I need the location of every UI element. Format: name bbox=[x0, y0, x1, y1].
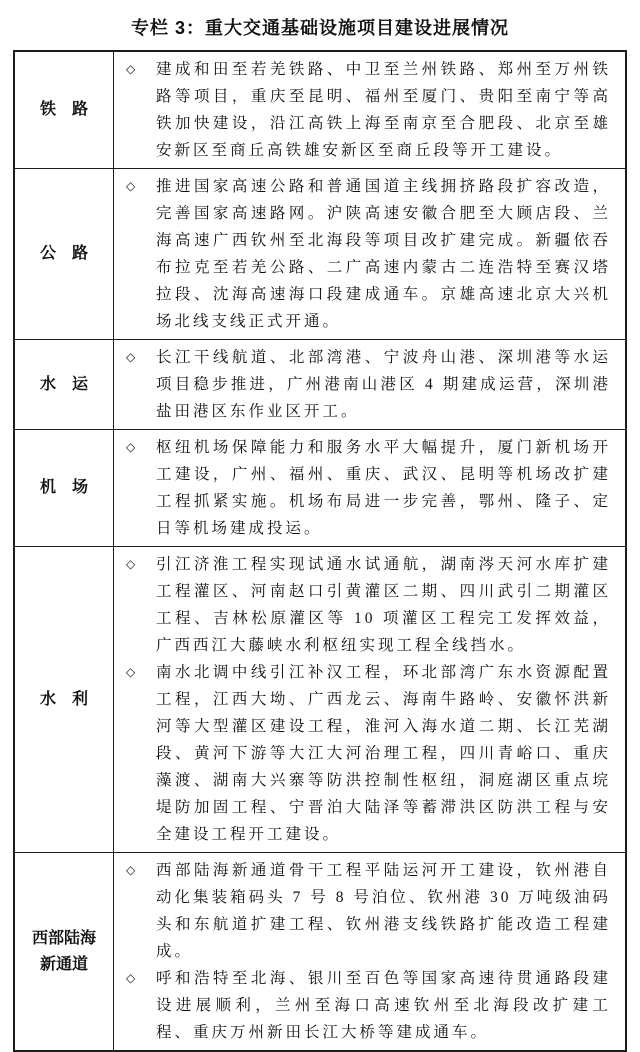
bullet-item bbox=[126, 344, 611, 425]
table-row-airport bbox=[15, 429, 625, 546]
bullet-item bbox=[126, 173, 611, 335]
table-row-west-land-sea-corridor bbox=[15, 852, 625, 1050]
row-label-railway bbox=[15, 52, 114, 168]
row-content-airport bbox=[114, 430, 625, 546]
row-content-water-transport bbox=[114, 340, 625, 429]
row-label-text: 公 路 bbox=[39, 245, 88, 262]
diamond-bullet-icon: ◇ bbox=[126, 62, 136, 76]
bullet-text: 呼和浩特至北海、银川至百色等国家高速待贯通路段建设进展顺利，兰州至海口高速钦州至北海段改扩建工程、重庆万州新田长江大桥等建成通车。 bbox=[156, 970, 611, 1041]
row-label-west-land-sea-corridor bbox=[15, 853, 114, 1050]
diamond-bullet-icon: ◇ bbox=[126, 179, 136, 193]
bullet-text: 引江济淮工程实现试通水试通航，湖南涔天河水库扩建工程灌区、河南赵口引黄灌区二期、四川武引二期灌区工程、吉林松原灌区等 10 项灌区工程完工发挥效益，广西西江大藤峡水利枢纽实现工程全线挡水。 bbox=[156, 556, 611, 654]
row-label-water-transport bbox=[15, 340, 114, 429]
bullet-item bbox=[126, 434, 611, 542]
table-row-railway bbox=[15, 52, 625, 168]
row-content-water-conservancy bbox=[114, 547, 625, 852]
bullet-text: 枢纽机场保障能力和服务水平大幅提升，厦门新机场开工建设，广州、福州、重庆、武汉、昆明等机场改扩建工程抓紧实施。机场布局进一步完善，鄂州、隆子、定日等机场建成投运。 bbox=[156, 439, 611, 537]
row-label-highway bbox=[15, 169, 114, 339]
table-row-water-transport bbox=[15, 339, 625, 429]
diamond-bullet-icon: ◇ bbox=[126, 665, 136, 679]
bullet-text: 南水北调中线引江补汉工程，环北部湾广东水资源配置工程，江西大坳、广西龙云、海南牛路岭、安徽怀洪新河等大型灌区建设工程，淮河入海水道二期、长江芜湖段、黄河下游等大江大河治理工程，四川青峪口、重庆藻渡、湖南大兴寨等防洪控制性枢纽，洞庭湖区重点垸堤防加固工程、宁晋泊大陆泽等蓄滞洪区防洪工程与安全建设工程开工建设。 bbox=[156, 664, 611, 843]
diamond-bullet-icon: ◇ bbox=[126, 971, 136, 985]
row-content-railway bbox=[114, 52, 625, 168]
bullet-item bbox=[126, 965, 611, 1046]
diamond-bullet-icon: ◇ bbox=[126, 350, 136, 364]
bullet-item bbox=[126, 551, 611, 659]
row-label-text: 水 运 bbox=[39, 375, 88, 393]
row-label-airport bbox=[15, 430, 114, 546]
row-label-text: 西部陆海新通道 bbox=[31, 929, 96, 973]
row-label-text: 机 场 bbox=[39, 479, 88, 496]
bullet-item bbox=[126, 857, 611, 965]
diamond-bullet-icon: ◇ bbox=[126, 557, 136, 571]
bullet-item bbox=[126, 659, 611, 848]
table-row-water-conservancy bbox=[15, 546, 625, 852]
progress-table bbox=[13, 50, 627, 1052]
bullet-text: 西部陆海新通道骨干工程平陆运河开工建设，钦州港自动化集装箱码头 7 号 8 号泊位、钦州港 30 万吨级油码头和东航道扩建工程、钦州港支线铁路扩能改造工程建成。 bbox=[156, 862, 611, 960]
diamond-bullet-icon: ◇ bbox=[126, 440, 136, 454]
diamond-bullet-icon: ◇ bbox=[126, 863, 136, 877]
row-label-text: 水 利 bbox=[39, 690, 88, 708]
page-title: 专栏 3：重大交通基础设施项目建设进展情况 bbox=[130, 18, 509, 38]
table-row-highway bbox=[15, 168, 625, 339]
bullet-item bbox=[126, 56, 611, 164]
bullet-text: 长江干线航道、北部湾港、宁波舟山港、深圳港等水运项目稳步推进，广州港南山港区 4 期建成运营，深圳港盐田港区东作业区开工。 bbox=[156, 349, 611, 420]
row-label-text: 铁 路 bbox=[39, 101, 88, 118]
row-content-highway bbox=[114, 169, 625, 339]
bullet-text: 建成和田至若羌铁路、中卫至兰州铁路、郑州至万州铁路等项目，重庆至昆明、福州至厦门、贵阳至南宁等高铁加快建设，沿江高铁上海至南京至合肥段、北京至雄安新区至商丘高铁雄安新区至商丘段等开工建设。 bbox=[156, 61, 611, 159]
bullet-text: 推进国家高速公路和普通国道主线拥挤路段扩容改造，完善国家高速路网。沪陕高速安徽合肥至大顾店段、兰海高速广西钦州至北海段等项目改扩建完成。新疆依吞布拉克至若羌公路、二广高速内蒙古二连浩特至赛汉塔拉段、沈海高速海口段建成通车。京雄高速北京大兴机场北线支线正式开通。 bbox=[156, 178, 611, 330]
row-content-west-land-sea-corridor bbox=[114, 853, 625, 1050]
row-label-water-conservancy bbox=[15, 547, 114, 852]
